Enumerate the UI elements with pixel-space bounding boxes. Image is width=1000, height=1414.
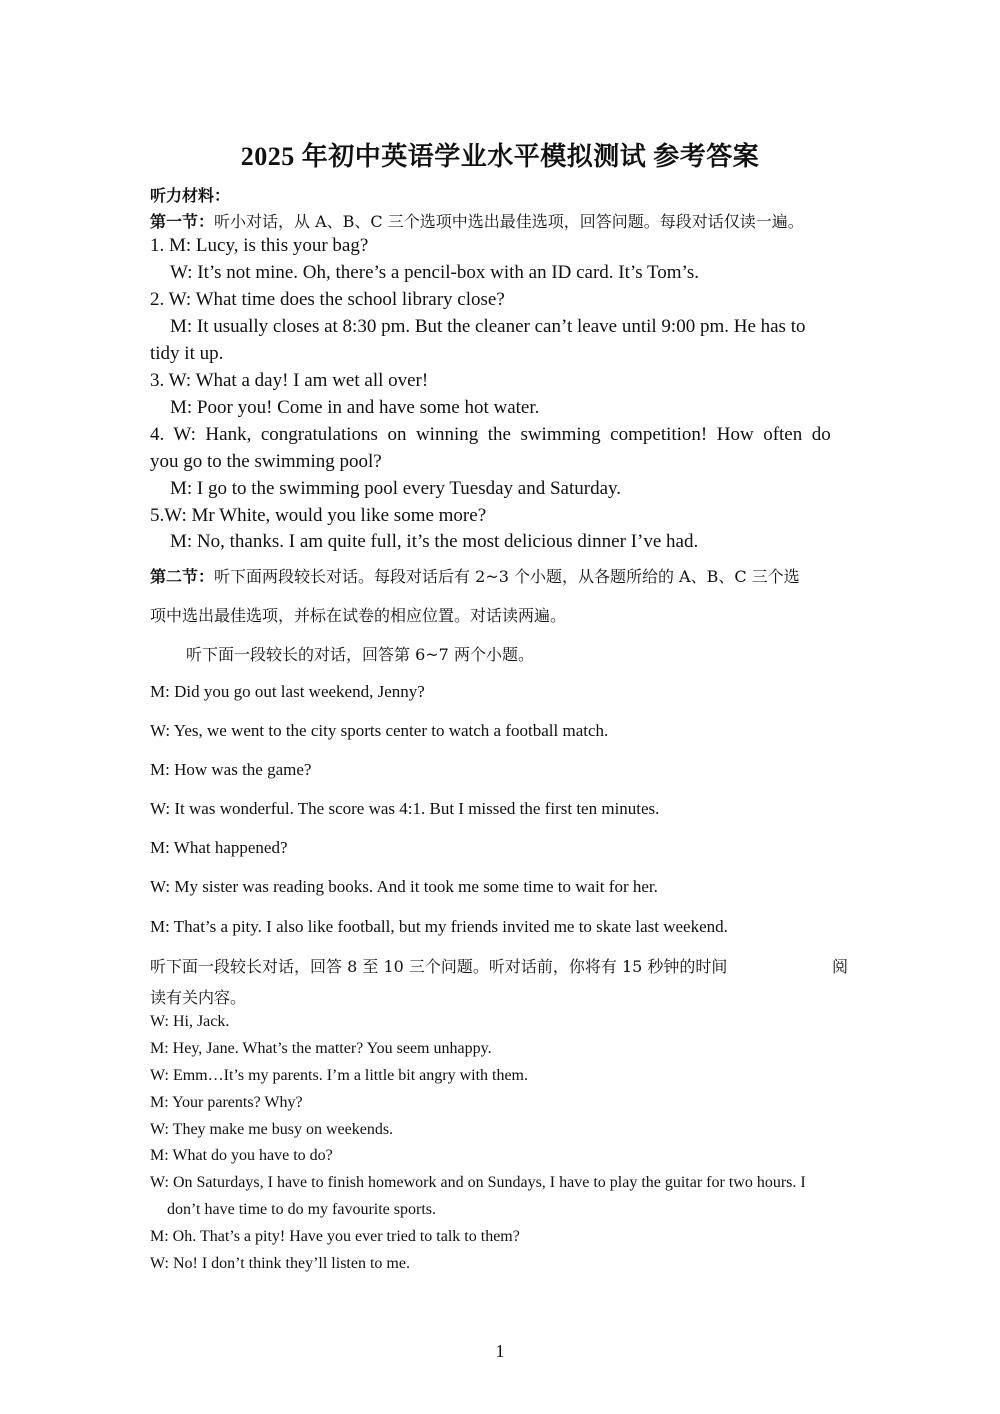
dialogue-line: tidy it up. xyxy=(150,343,224,364)
dialogue-line: M: What do you have to do? xyxy=(150,1147,333,1164)
dialogue-line: M: It usually closes at 8:30 pm. But the cleaner can’t leave until 9:00 pm. He has to xyxy=(170,316,806,337)
dialogue-line: M: Poor you! Come in and have some hot water. xyxy=(170,397,540,418)
dialogue-line: you go to the swimming pool? xyxy=(150,451,382,472)
dialogue-line: 2. W: What time does the school library close? xyxy=(150,289,505,310)
section2-instruction xyxy=(150,564,850,587)
section2-instruction-cont: 项中选出最佳选项，并标在试卷的相应位置。对话读两遍。 xyxy=(150,606,567,625)
page-number: 1 xyxy=(495,1341,505,1361)
dialogue1-intro: 听下面一段较长的对话，回答第 6~7 两个小题。 xyxy=(186,645,534,664)
section1-label: 第一节： xyxy=(150,212,215,231)
dialogue-line: W: On Saturdays, I have to finish homework and on Sundays, I have to play the guitar for two hours. I xyxy=(150,1174,806,1191)
dialogue-line: W: It’s not mine. Oh, there’s a pencil-box with an ID card. It’s Tom’s. xyxy=(170,262,699,283)
dialogue-line: 3. W: What a day! I am wet all over! xyxy=(150,370,429,391)
page-title: 2025 年初中英语学业水平模拟测试 参考答案 xyxy=(240,142,760,171)
dialogue-line: don’t have time to do my favourite sports. xyxy=(167,1201,436,1218)
dialogue-line: 4. W: Hank, congratulations on winning the swimming competition! How often do xyxy=(150,424,831,445)
section2-label: 第二节： xyxy=(150,567,215,586)
dialogue-line: W: My sister was reading books. And it took me some time to wait for her. xyxy=(150,877,658,896)
dialogue-line: M: Your parents? Why? xyxy=(150,1094,303,1111)
dialogue-line: 1. M: Lucy, is this your bag? xyxy=(150,235,369,256)
dialogue-line: M: What happened? xyxy=(150,838,288,857)
dialogue-line: M: Did you go out last weekend, Jenny? xyxy=(150,682,425,701)
dialogue2-intro-text: 听下面一段较长对话，回答 8 至 10 三个问题。听对话前，你将有 15 秒钟的时间 xyxy=(150,957,728,976)
dialogue-line: M: How was the game? xyxy=(150,760,312,779)
dialogue-line: M: Hey, Jane. What’s the matter? You seem unhappy. xyxy=(150,1040,492,1057)
dialogue-line: W: Hi, Jack. xyxy=(150,1013,230,1030)
dialogue2-intro xyxy=(150,954,850,977)
dialogue-line: M: I go to the swimming pool every Tuesday and Saturday. xyxy=(170,478,622,499)
dialogue-line: W: No! I don’t think they’ll listen to me. xyxy=(150,1255,410,1272)
dialogue-line: 5.W: Mr White, would you like some more? xyxy=(150,505,487,526)
section1-text: 听小对话，从 A、B、C 三个选项中选出最佳选项，回答问题。每段对话仅读一遍。 xyxy=(214,212,804,231)
dialogue-line: W: Emm…It’s my parents. I’m a little bit angry with them. xyxy=(150,1067,528,1084)
dialogue-line: M: That’s a pity. I also like football, but my friends invited me to skate last weekend. xyxy=(150,917,728,936)
dialogue-line: W: Yes, we went to the city sports center to watch a football match. xyxy=(150,721,609,740)
dialogue2-intro-end: 阅 xyxy=(831,957,848,976)
dialogue2-intro-cont: 读有关内容。 xyxy=(150,988,247,1007)
listening-heading: 听力材料： xyxy=(150,186,231,205)
section2-text: 听下面两段较长对话。每段对话后有 2~3 个小题，从各题所给的 A、B、C 三个选 xyxy=(214,567,800,586)
dialogue-line: M: No, thanks. I am quite full, it’s the most delicious dinner I’ve had. xyxy=(170,531,699,552)
dialogue-line: M: Oh. That’s a pity! Have you ever tried to talk to them? xyxy=(150,1228,520,1245)
dialogue-line: W: They make me busy on weekends. xyxy=(150,1121,394,1138)
dialogue-line: W: It was wonderful. The score was 4:1. But I missed the first ten minutes. xyxy=(150,799,660,818)
section1-instruction xyxy=(150,209,850,232)
